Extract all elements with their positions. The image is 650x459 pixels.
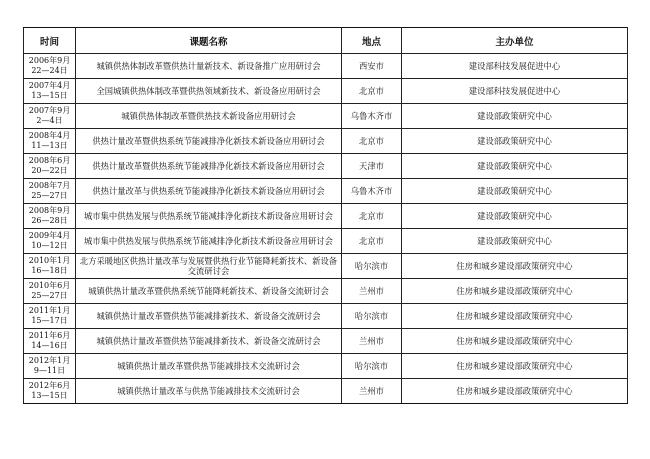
table-row [24,354,628,379]
cell-place: 兰州市 [342,279,402,304]
date-line-1: 2011年1月 [28,306,71,315]
table-row [24,329,628,354]
cell-place: 北京市 [342,129,402,154]
cell-time [24,354,76,379]
table-row [24,104,628,129]
cell-time [24,104,76,129]
cell-topic: 供热计量改革与供热系统节能减排净化新技术新设备应用研讨会 [76,179,342,204]
cell-place: 哈尔滨市 [342,254,402,279]
cell-topic: 供热计量改革暨供热系统节能减排净化新技术新设备应用研讨会 [76,129,342,154]
cell-place: 哈尔滨市 [342,354,402,379]
cell-place: 兰州市 [342,379,402,404]
date-line-2: 16—18日 [31,266,68,275]
cell-topic: 城镇供热体制改革暨供热计量新技术、新设备推广应用研讨会 [76,54,342,79]
date-line-1: 2010年1月 [28,256,71,265]
cell-organizer: 住房和城乡建设部政策研究中心 [402,329,628,354]
date-line-2: 13—15日 [31,91,68,100]
cell-organizer: 住房和城乡建设部政策研究中心 [402,279,628,304]
cell-time [24,254,76,279]
cell-place: 天津市 [342,154,402,179]
cell-organizer: 住房和城乡建设部政策研究中心 [402,354,628,379]
date-line-2: 2—4日 [36,116,63,125]
header-topic: 课题名称 [76,28,342,54]
date-line-2: 25—27日 [31,291,68,300]
cell-time [24,154,76,179]
cell-topic: 城镇供热计量改革暨供热节能减排技术交流研讨会 [76,354,342,379]
cell-topic: 城镇供热计量改革暨供热节能减排新技术、新设备交流研讨会 [76,304,342,329]
cell-topic: 供热计量改革暨供热系统节能减排净化新技术新设备应用研讨会 [76,154,342,179]
cell-topic: 城镇供热体制改革暨供热技术新设备应用研讨会 [76,104,342,129]
date-line-1: 2008年4月 [28,131,71,140]
cell-organizer: 住房和城乡建设部政策研究中心 [402,254,628,279]
cell-place: 西安市 [342,54,402,79]
date-line-1: 2008年7月 [28,181,71,190]
table-row [24,254,628,279]
date-line-1: 2007年9月 [28,106,71,115]
cell-time [24,329,76,354]
table-body [24,54,628,404]
header-time: 时间 [24,28,76,54]
table-row [24,379,628,404]
cell-time [24,204,76,229]
date-line-2: 14—16日 [31,341,68,350]
cell-time [24,229,76,254]
document-page [23,27,627,404]
date-line-1: 2007年4月 [28,81,71,90]
cell-time [24,79,76,104]
table-row [24,129,628,154]
cell-topic: 城市集中供热发展与供热系统节能减排净化新技术新设备应用研讨会 [76,229,342,254]
table-row [24,54,628,79]
cell-place: 北京市 [342,229,402,254]
date-line-2: 20—22日 [31,166,68,175]
cell-place: 哈尔滨市 [342,304,402,329]
date-line-2: 26—28日 [31,216,68,225]
table-row [24,79,628,104]
date-line-2: 10—12日 [31,241,68,250]
date-line-2: 22—24日 [31,66,68,75]
date-line-2: 25—27日 [31,191,68,200]
cell-time [24,379,76,404]
table-row [24,229,628,254]
table-row [24,304,628,329]
cell-time [24,129,76,154]
cell-topic: 城镇供热计量改革与供热节能减排技术交流研讨会 [76,379,342,404]
cell-topic: 全国城镇供热体制改革暨供热领域新技术、新设备应用研讨会 [76,79,342,104]
cell-organizer: 建设部政策研究中心 [402,229,628,254]
seminar-table [23,27,628,404]
date-line-1: 2012年6月 [28,381,71,390]
date-line-1: 2012年1月 [28,356,71,365]
cell-topic: 城市集中供热发展与供热系统节能减排净化新技术新设备应用研讨会 [76,204,342,229]
table-row [24,279,628,304]
table-row [24,179,628,204]
cell-time [24,304,76,329]
cell-organizer: 建设部政策研究中心 [402,154,628,179]
cell-organizer: 建设部政策研究中心 [402,104,628,129]
cell-topic: 城镇供热计量改革暨供热节能减排新技术、新设备交流研讨会 [76,329,342,354]
cell-time [24,54,76,79]
header-place: 地点 [342,28,402,54]
cell-place: 北京市 [342,79,402,104]
cell-organizer: 住房和城乡建设部政策研究中心 [402,304,628,329]
cell-topic: 北方采暖地区供热计量改革与发展暨供热行业节能降耗新技术、新设备交流研讨会 [76,254,342,279]
cell-organizer: 建设部政策研究中心 [402,204,628,229]
cell-time [24,179,76,204]
cell-place: 乌鲁木齐市 [342,179,402,204]
date-line-1: 2009年4月 [28,231,71,240]
cell-organizer: 建设部政策研究中心 [402,129,628,154]
cell-place: 北京市 [342,204,402,229]
date-line-1: 2006年9月 [28,56,71,65]
header-organizer: 主办单位 [402,28,628,54]
cell-organizer: 建设部政策研究中心 [402,179,628,204]
date-line-1: 2008年9月 [28,206,71,215]
table-row [24,204,628,229]
cell-place: 兰州市 [342,329,402,354]
table-row [24,154,628,179]
date-line-2: 13—15日 [31,391,68,400]
cell-place: 乌鲁木齐市 [342,104,402,129]
date-line-2: 9—11日 [33,366,66,375]
date-line-2: 11—13日 [31,141,68,150]
cell-organizer: 建设部科技发展促进中心 [402,54,628,79]
date-line-1: 2011年6月 [28,331,71,340]
date-line-1: 2008年6月 [28,156,71,165]
date-line-2: 15—17日 [31,316,68,325]
cell-organizer: 建设部科技发展促进中心 [402,79,628,104]
cell-organizer: 住房和城乡建设部政策研究中心 [402,379,628,404]
date-line-1: 2010年6月 [28,281,71,290]
cell-time [24,279,76,304]
cell-topic: 城镇供热计量改革暨供热系统节能降耗新技术、新设备交流研讨会 [76,279,342,304]
table-header-row [24,28,628,54]
